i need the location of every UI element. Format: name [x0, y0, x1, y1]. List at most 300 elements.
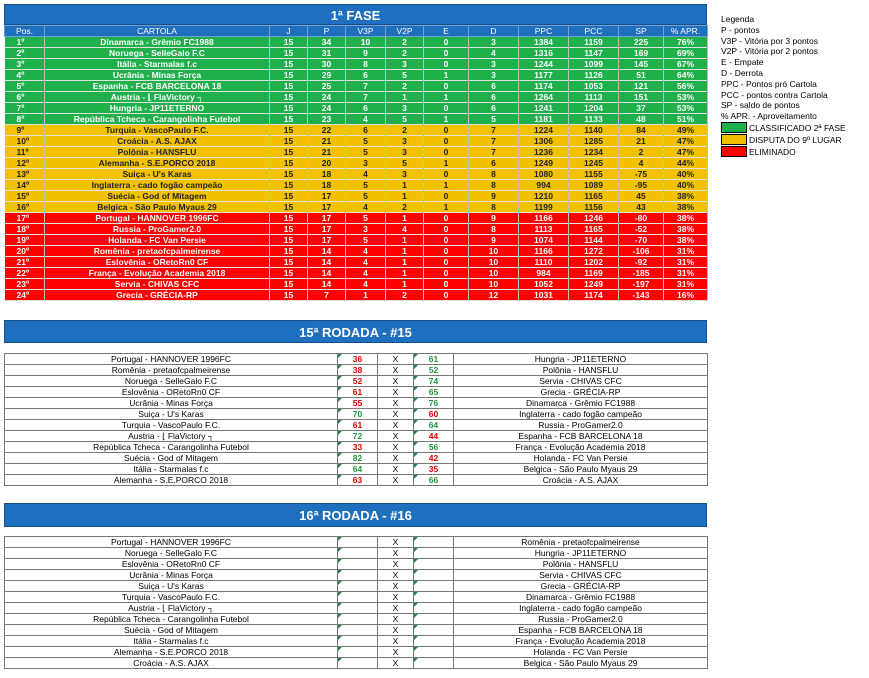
standings-p-cell: 30 [308, 59, 346, 70]
standings-d-cell: 8 [469, 224, 519, 235]
standings-ppc-cell: 1306 [519, 136, 569, 147]
away-team: Holanda - FC Van Persie [454, 453, 708, 464]
versus-separator: X [378, 376, 414, 387]
standings-e-cell: 1 [424, 180, 469, 191]
standings-row [5, 224, 708, 235]
round15-table [4, 353, 708, 486]
standings-d-cell: 7 [469, 125, 519, 136]
standings-team-cell: Noruega - SelleGalo F.C [45, 48, 270, 59]
standings-sp-cell: -80 [619, 213, 664, 224]
standings-team-cell: Suécia - God of Mitagem [45, 191, 270, 202]
standings-e-cell: 0 [424, 103, 469, 114]
standings-pcc-cell: 1159 [569, 37, 619, 48]
standings-sp-cell: -185 [619, 268, 664, 279]
home-team: Itália - Starmalas f.c [5, 636, 338, 647]
standings-e-cell: 0 [424, 48, 469, 59]
standings-v3p-cell: 5 [346, 147, 386, 158]
standings-pcc-cell: 1165 [569, 191, 619, 202]
standings-pcc-cell: 1245 [569, 158, 619, 169]
standings-pcc-cell: 1156 [569, 202, 619, 213]
away-score [414, 636, 454, 647]
standings-team-cell: Eslovênia - ORetoRn0 CF [45, 257, 270, 268]
standings-v3p-cell: 7 [346, 92, 386, 103]
legend-line: P - pontos [721, 24, 760, 35]
standings-p-cell: 18 [308, 180, 346, 191]
standings-row [5, 81, 708, 92]
standings-d-cell: 6 [469, 103, 519, 114]
standings-p-cell: 14 [308, 246, 346, 257]
standings-pcc-cell: 1133 [569, 114, 619, 125]
standings-team-cell: França - Evolução Academia 2018 [45, 268, 270, 279]
standings-row [5, 125, 708, 136]
away-score: 74 [414, 376, 454, 387]
column-header: % APR. [664, 26, 708, 37]
home-score: 70 [338, 409, 378, 420]
round15-title: 15ª RODADA - #15 [4, 320, 707, 343]
versus-separator: X [378, 581, 414, 592]
standings-e-cell: 1 [424, 70, 469, 81]
standings-e-cell: 0 [424, 279, 469, 290]
away-team: Romênia - pretaofcpalmeirense [454, 537, 708, 548]
match-row [5, 658, 708, 669]
standings-p-cell: 22 [308, 125, 346, 136]
standings-v2p-cell: 1 [386, 180, 424, 191]
standings-d-cell: 10 [469, 246, 519, 257]
versus-separator: X [378, 442, 414, 453]
away-score: 60 [414, 409, 454, 420]
standings-row [5, 158, 708, 169]
standings-ppc-cell: 1110 [519, 257, 569, 268]
standings-v2p-cell: 1 [386, 246, 424, 257]
column-header: CARTOLA [45, 26, 270, 37]
home-score [338, 581, 378, 592]
standings-row [5, 70, 708, 81]
away-score: 52 [414, 365, 454, 376]
standings-sp-cell: -95 [619, 180, 664, 191]
standings-ppc-cell: 1384 [519, 37, 569, 48]
standings-sp-cell: 43 [619, 202, 664, 213]
standings-apr-cell: 38% [664, 224, 708, 235]
versus-separator: X [378, 420, 414, 431]
standings-pcc-cell: 1272 [569, 246, 619, 257]
standings-j-cell: 15 [270, 158, 308, 169]
column-header: PPC [519, 26, 569, 37]
standings-pcc-cell: 1155 [569, 169, 619, 180]
versus-separator: X [378, 603, 414, 614]
match-row [5, 387, 708, 398]
column-header: E [424, 26, 469, 37]
standings-j-cell: 15 [270, 92, 308, 103]
round16-table [4, 536, 708, 669]
standings-d-cell: 10 [469, 268, 519, 279]
standings-v2p-cell: 2 [386, 48, 424, 59]
standings-v2p-cell: 2 [386, 37, 424, 48]
legend-key-label: CLASSIFICADO 2ª FASE [749, 122, 846, 133]
standings-pcc-cell: 1147 [569, 48, 619, 59]
standings-j-cell: 15 [270, 48, 308, 59]
standings-pos-cell: 18º [5, 224, 45, 235]
standings-team-cell: Romênia - pretaofcpalmeirense [45, 246, 270, 257]
away-team: Polônia - HANSFLU [454, 365, 708, 376]
match-row [5, 354, 708, 365]
standings-e-cell: 1 [424, 114, 469, 125]
home-team: Eslovênia - ORetoRn0 CF [5, 387, 338, 398]
legend-line: V3P - Vitória por 3 pontos [721, 35, 819, 46]
standings-apr-cell: 44% [664, 158, 708, 169]
standings-team-cell: Espanha - FCB BARCELONA 18 [45, 81, 270, 92]
standings-apr-cell: 47% [664, 147, 708, 158]
legend-line: SP - saldo de pontos [721, 100, 800, 111]
standings-p-cell: 17 [308, 191, 346, 202]
home-team: Eslovênia - ORetoRn0 CF [5, 559, 338, 570]
away-team: Holanda - FC Van Persie [454, 647, 708, 658]
standings-p-cell: 21 [308, 147, 346, 158]
standings-team-cell: Austria - ⌊ FlaVictory ┐ [45, 92, 270, 103]
standings-pos-cell: 20º [5, 246, 45, 257]
phase-title: 1ª FASE [4, 4, 707, 25]
home-team: Alemanha - S.E.PORCO 2018 [5, 475, 338, 486]
match-row [5, 398, 708, 409]
standings-j-cell: 15 [270, 279, 308, 290]
match-row [5, 475, 708, 486]
standings-p-cell: 24 [308, 103, 346, 114]
away-score: 35 [414, 464, 454, 475]
away-score [414, 625, 454, 636]
home-team: Turquia - VascoPaulo F.C. [5, 592, 338, 603]
away-team: Russia - ProGamer2.0 [454, 420, 708, 431]
standings-d-cell: 12 [469, 290, 519, 301]
standings-e-cell: 0 [424, 257, 469, 268]
legend-key-label: DISPUTA DO 9º LUGAR [749, 134, 842, 145]
home-team: Noruega - SelleGalo F.C [5, 376, 338, 387]
standings-ppc-cell: 1210 [519, 191, 569, 202]
standings-sp-cell: -52 [619, 224, 664, 235]
home-team: Austria - ⌊ FlaVictory ┐ [5, 603, 338, 614]
standings-v3p-cell: 3 [346, 224, 386, 235]
home-team: Portugal - HANNOVER 1996FC [5, 354, 338, 365]
home-team: Suécia - God of Mitagem [5, 625, 338, 636]
match-row [5, 464, 708, 475]
standings-sp-cell: 4 [619, 158, 664, 169]
standings-v2p-cell: 2 [386, 290, 424, 301]
match-row [5, 442, 708, 453]
column-header: V2P [386, 26, 424, 37]
standings-v3p-cell: 6 [346, 125, 386, 136]
home-team: Austria - ⌊ FlaVictory ┐ [5, 431, 338, 442]
match-row [5, 409, 708, 420]
home-score: 38 [338, 365, 378, 376]
standings-d-cell: 10 [469, 279, 519, 290]
standings-p-cell: 7 [308, 290, 346, 301]
standings-apr-cell: 38% [664, 202, 708, 213]
standings-sp-cell: -92 [619, 257, 664, 268]
standings-sp-cell: -143 [619, 290, 664, 301]
match-row [5, 581, 708, 592]
standings-j-cell: 15 [270, 125, 308, 136]
standings-sp-cell: 225 [619, 37, 664, 48]
standings-ppc-cell: 1166 [519, 246, 569, 257]
versus-separator: X [378, 431, 414, 442]
away-team: Servia - CHIVAS CFC [454, 570, 708, 581]
standings-apr-cell: 56% [664, 81, 708, 92]
home-score: 63 [338, 475, 378, 486]
match-row [5, 365, 708, 376]
standings-j-cell: 15 [270, 257, 308, 268]
standings-ppc-cell: 1174 [519, 81, 569, 92]
away-team: França - Evolução Academia 2018 [454, 636, 708, 647]
home-team: Suiça - U's Karas [5, 581, 338, 592]
standings-e-cell: 0 [424, 246, 469, 257]
match-row [5, 548, 708, 559]
legend-key [721, 122, 869, 134]
standings-team-cell: Alemanha - S.E.PORCO 2018 [45, 158, 270, 169]
standings-sp-cell: 84 [619, 125, 664, 136]
standings-pos-cell: 7º [5, 103, 45, 114]
standings-v3p-cell: 1 [346, 290, 386, 301]
column-header: P [308, 26, 346, 37]
standings-ppc-cell: 1181 [519, 114, 569, 125]
away-score [414, 658, 454, 669]
standings-v2p-cell: 3 [386, 59, 424, 70]
home-team: Portugal - HANNOVER 1996FC [5, 537, 338, 548]
standings-sp-cell: 2 [619, 147, 664, 158]
home-score [338, 592, 378, 603]
standings-e-cell: 0 [424, 191, 469, 202]
standings-j-cell: 15 [270, 180, 308, 191]
standings-apr-cell: 49% [664, 125, 708, 136]
standings-row [5, 48, 708, 59]
standings-j-cell: 15 [270, 81, 308, 92]
standings-v2p-cell: 2 [386, 202, 424, 213]
home-team: Suécia - God of Mitagem [5, 453, 338, 464]
standings-pcc-cell: 1113 [569, 92, 619, 103]
standings-d-cell: 3 [469, 59, 519, 70]
standings-v2p-cell: 3 [386, 169, 424, 180]
standings-v3p-cell: 4 [346, 114, 386, 125]
standings-d-cell: 8 [469, 202, 519, 213]
away-team: Belgica - São Paulo Myaus 29 [454, 658, 708, 669]
standings-p-cell: 31 [308, 48, 346, 59]
standings-v3p-cell: 4 [346, 279, 386, 290]
standings-d-cell: 6 [469, 92, 519, 103]
versus-separator: X [378, 658, 414, 669]
standings-pcc-cell: 1202 [569, 257, 619, 268]
match-row [5, 376, 708, 387]
standings-v3p-cell: 4 [346, 202, 386, 213]
standings-v2p-cell: 1 [386, 235, 424, 246]
standings-e-cell: 0 [424, 224, 469, 235]
standings-v2p-cell: 1 [386, 92, 424, 103]
standings-v2p-cell: 3 [386, 147, 424, 158]
legend-line: D - Derrota [721, 67, 764, 78]
versus-separator: X [378, 636, 414, 647]
match-row [5, 453, 708, 464]
standings-v3p-cell: 5 [346, 136, 386, 147]
standings-v2p-cell: 1 [386, 213, 424, 224]
versus-separator: X [378, 409, 414, 420]
standings-apr-cell: 47% [664, 136, 708, 147]
standings-v3p-cell: 5 [346, 213, 386, 224]
standings-sp-cell: 151 [619, 92, 664, 103]
home-score [338, 614, 378, 625]
away-team: Polônia - HANSFLU [454, 559, 708, 570]
home-team: Croácia - A.S. AJAX [5, 658, 338, 669]
standings-sp-cell: -106 [619, 246, 664, 257]
standings-v2p-cell: 2 [386, 125, 424, 136]
standings-apr-cell: 38% [664, 191, 708, 202]
away-team: Dinamarca - Grêmio FC1988 [454, 398, 708, 409]
standings-j-cell: 15 [270, 224, 308, 235]
standings-j-cell: 15 [270, 147, 308, 158]
standings-p-cell: 20 [308, 158, 346, 169]
away-team: Inglaterra - cado fogão campeão [454, 603, 708, 614]
home-score: 82 [338, 453, 378, 464]
home-team: República Tcheca - Carangolinha Futebol [5, 442, 338, 453]
standings-d-cell: 9 [469, 213, 519, 224]
away-team: Croácia - A.S. AJAX [454, 475, 708, 486]
match-row [5, 431, 708, 442]
versus-separator: X [378, 354, 414, 365]
standings-ppc-cell: 1199 [519, 202, 569, 213]
standings-v2p-cell: 1 [386, 268, 424, 279]
home-score [338, 658, 378, 669]
versus-separator: X [378, 365, 414, 376]
standings-sp-cell: 145 [619, 59, 664, 70]
standings-row [5, 268, 708, 279]
standings-pos-cell: 24º [5, 290, 45, 301]
home-team: Suiça - U's Karas [5, 409, 338, 420]
standings-e-cell: 0 [424, 59, 469, 70]
home-team: Romênia - pretaofcpalmeirense [5, 365, 338, 376]
standings-pcc-cell: 1246 [569, 213, 619, 224]
standings-row [5, 279, 708, 290]
standings-team-cell: Portugal - HANNOVER 1996FC [45, 213, 270, 224]
match-row [5, 625, 708, 636]
standings-apr-cell: 31% [664, 268, 708, 279]
home-team: Alemanha - S.E.PORCO 2018 [5, 647, 338, 658]
standings-sp-cell: -197 [619, 279, 664, 290]
standings-d-cell: 9 [469, 191, 519, 202]
standings-d-cell: 10 [469, 257, 519, 268]
away-team: França - Evolução Academia 2018 [454, 442, 708, 453]
standings-j-cell: 15 [270, 246, 308, 257]
standings-e-cell: 0 [424, 136, 469, 147]
standings-pcc-cell: 1053 [569, 81, 619, 92]
away-score [414, 614, 454, 625]
home-score: 72 [338, 431, 378, 442]
home-score: 64 [338, 464, 378, 475]
standings-j-cell: 15 [270, 37, 308, 48]
standings-ppc-cell: 1052 [519, 279, 569, 290]
away-score: 65 [414, 387, 454, 398]
standings-team-cell: Suiça - U's Karas [45, 169, 270, 180]
versus-separator: X [378, 570, 414, 581]
standings-pos-cell: 1º [5, 37, 45, 48]
away-score: 66 [414, 475, 454, 486]
standings-j-cell: 15 [270, 136, 308, 147]
standings-row [5, 290, 708, 301]
standings-j-cell: 15 [270, 213, 308, 224]
standings-team-cell: Servia - CHIVAS CFC [45, 279, 270, 290]
standings-pos-cell: 15º [5, 191, 45, 202]
away-score: 61 [414, 354, 454, 365]
standings-ppc-cell: 984 [519, 268, 569, 279]
standings-ppc-cell: 1224 [519, 125, 569, 136]
away-score: 44 [414, 431, 454, 442]
standings-j-cell: 15 [270, 59, 308, 70]
standings-row [5, 114, 708, 125]
standings-pcc-cell: 1089 [569, 180, 619, 191]
standings-apr-cell: 31% [664, 257, 708, 268]
standings-pos-cell: 21º [5, 257, 45, 268]
standings-apr-cell: 31% [664, 246, 708, 257]
standings-e-cell: 0 [424, 290, 469, 301]
standings-team-cell: Belgica - São Paulo Myaus 29 [45, 202, 270, 213]
standings-apr-cell: 40% [664, 180, 708, 191]
standings-v3p-cell: 9 [346, 48, 386, 59]
standings-pcc-cell: 1165 [569, 224, 619, 235]
standings-e-cell: 0 [424, 81, 469, 92]
standings-sp-cell: 51 [619, 70, 664, 81]
column-header: Pos. [5, 26, 45, 37]
standings-j-cell: 15 [270, 114, 308, 125]
standings-j-cell: 15 [270, 169, 308, 180]
standings-team-cell: Inglaterra - cado fogão campeão [45, 180, 270, 191]
standings-pcc-cell: 1140 [569, 125, 619, 136]
standings-p-cell: 34 [308, 37, 346, 48]
standings-team-cell: Croácia - A.S. AJAX [45, 136, 270, 147]
standings-apr-cell: 16% [664, 290, 708, 301]
match-row [5, 570, 708, 581]
away-score [414, 581, 454, 592]
standings-pos-cell: 16º [5, 202, 45, 213]
standings-pcc-cell: 1169 [569, 268, 619, 279]
match-row [5, 559, 708, 570]
versus-separator: X [378, 537, 414, 548]
match-row [5, 592, 708, 603]
standings-d-cell: 8 [469, 180, 519, 191]
standings-p-cell: 14 [308, 257, 346, 268]
standings-pcc-cell: 1249 [569, 279, 619, 290]
versus-separator: X [378, 464, 414, 475]
standings-j-cell: 15 [270, 202, 308, 213]
standings-apr-cell: 69% [664, 48, 708, 59]
standings-ppc-cell: 1113 [519, 224, 569, 235]
standings-v2p-cell: 3 [386, 136, 424, 147]
standings-apr-cell: 40% [664, 169, 708, 180]
versus-separator: X [378, 559, 414, 570]
standings-apr-cell: 38% [664, 235, 708, 246]
standings-pos-cell: 6º [5, 92, 45, 103]
standings-sp-cell: 48 [619, 114, 664, 125]
standings-apr-cell: 76% [664, 37, 708, 48]
standings-row [5, 235, 708, 246]
standings-sp-cell: 21 [619, 136, 664, 147]
legend-title: Legenda [721, 14, 755, 24]
standings-team-cell: Holanda - FC Van Persie [45, 235, 270, 246]
standings-j-cell: 15 [270, 235, 308, 246]
standings-e-cell: 0 [424, 213, 469, 224]
standings-d-cell: 5 [469, 114, 519, 125]
standings-p-cell: 29 [308, 70, 346, 81]
match-row [5, 603, 708, 614]
home-score: 61 [338, 420, 378, 431]
standings-pcc-cell: 1285 [569, 136, 619, 147]
standings-pcc-cell: 1204 [569, 103, 619, 114]
standings-pos-cell: 8º [5, 114, 45, 125]
standings-row [5, 147, 708, 158]
standings-d-cell: 4 [469, 48, 519, 59]
